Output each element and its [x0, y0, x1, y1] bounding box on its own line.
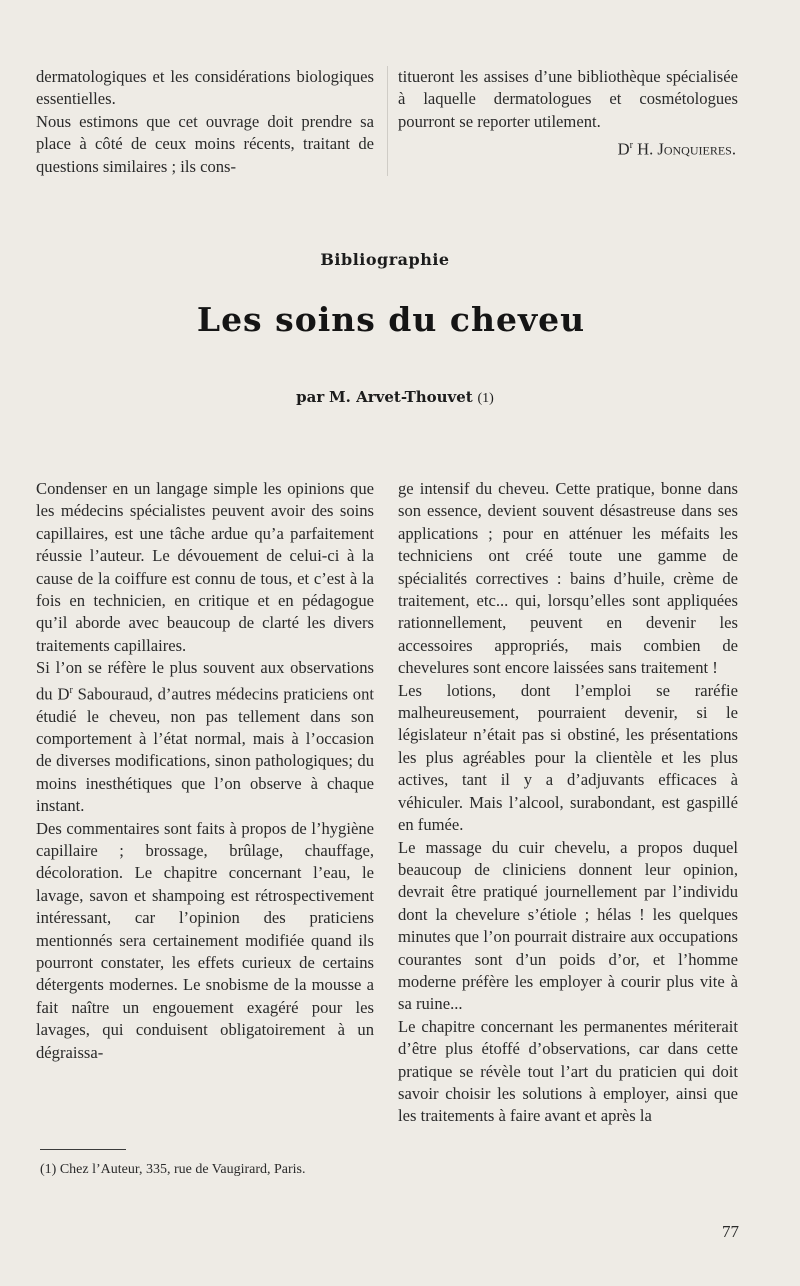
- byline-prefix: par: [296, 388, 325, 406]
- byline-author: M. Arvet-Thouvet: [329, 388, 473, 406]
- byline: [0, 388, 790, 407]
- footnote: (1) Chez l’Auteur, 335, rue de Vaugirard, Paris.: [40, 1162, 306, 1177]
- top-right-column: [398, 66, 738, 161]
- signature: [398, 135, 738, 161]
- paragraph: titueront les assises d’une bibliothèque spécialisée à laquelle dermatologues et cosmétologues pourront se reporter utilement.: [398, 67, 738, 131]
- body-left-column: [36, 478, 374, 1064]
- signature-title-sup: r: [629, 140, 633, 152]
- paragraph: dermatologiques et les considérations biologiques essentielles.: [36, 67, 374, 109]
- footnote-rule: [40, 1149, 126, 1150]
- paragraph-text: Sabouraud, d’autres médecins praticiens ont étudié le cheveu, non pas tellement dans son comportement à l’état normal, mais à l’occasion de diverses modifications, sinon pathologiques; du moins inesthétiques que l’on observe à chaque instant.: [36, 684, 374, 816]
- section-label: Bibliographie: [320, 250, 450, 269]
- column-divider: [387, 66, 388, 176]
- paragraph: Des commentaires sont faits à propos de l’hygiène capillaire ; brossage, brûlage, chauffage, décoloration. Le chapitre concernant l’eau, le lavage, savon et shampoing est rétrospectivement intéressant, car l’opinion des praticiens mentionnés sera certainement modifiée quand ils pourront constater, les effets curieux de certains détergents modernes. Le snobisme de la mousse a fait naître un engouement exagéré pour les lavages, qui conduisent obligatoirement à un dégraissa-: [36, 818, 374, 1062]
- paragraph: Le chapitre concernant les permanentes mériterait d’être plus étoffé d’observations, car dans cette pratique se révèle tout l’art du praticien qui doit savoir choisir les solutions à employer, ainsi que les traitements à faire avant et après la: [398, 1016, 738, 1126]
- article-title: Les soins du cheveu: [196, 300, 586, 339]
- page-number: 77: [722, 1222, 739, 1241]
- signature-title: D: [617, 139, 630, 159]
- paragraph-text: Si l’on se réfère le plus souvent aux observations du D: [36, 658, 374, 704]
- paragraph: ge intensif du cheveu. Cette pratique, bonne dans son essence, devient souvent désastreuse dans ses applications ; pour en atténuer les méfaits les techniciens ont créé toute une gamme de spécialités correctives : bains d’huile, crème de traitement, etc... qui, lorsqu’elles sont appliquées rationnellement, peuvent en devenir les accessoires appropriés, mais combien de chevelures sont encore laissées sans traitement !: [398, 479, 738, 678]
- paragraph: Condenser en un langage simple les opinions que les médecins spécialistes peuvent avoir des soins capillaires, est une tâche ardue qu’a parfaitement réussie l’auteur. Le dévouement de celui-ci à la cause de la coiffure est connu de tous, et c’est à la fois en technicien, en critique et en pédagogue qu’il aborde avec beaucoup de clarté les divers traitements capillaires.: [36, 479, 374, 655]
- paragraph: Le massage du cuir chevelu, a propos duquel beaucoup de cliniciens donnent leur opinion, devrait être pratiqué journellement par l’individu dont la chevelure s’étiole ; hélas ! les quelques minutes que l’on pourrait distraire aux occupations courantes sont d’un poids d’or, et l’homme moderne préfère les employer à courir plus vite à sa ruine...: [398, 837, 738, 1014]
- signature-name: H. Jonquieres.: [637, 139, 736, 159]
- superscript: r: [69, 684, 73, 696]
- paragraph: Nous estimons que cet ouvrage doit prendre sa place à côté de ceux moins récents, traitant de questions similaires ; ils cons-: [36, 111, 374, 176]
- body-right-column: [398, 478, 738, 1128]
- top-left-column: [36, 66, 374, 178]
- paragraph: Les lotions, dont l’emploi se raréfie malheureusement, pourraient devenir, si le législateur n’était pas si obstiné, les présentations les plus agréables pour la clientèle et les plus actives, tant il y a d’adjuvants efficaces à véhiculer. Mais l’alcool, surabondant, est gaspillé en fumée.: [398, 680, 738, 835]
- paragraph: [36, 657, 374, 817]
- footnote-ref: (1): [477, 391, 494, 406]
